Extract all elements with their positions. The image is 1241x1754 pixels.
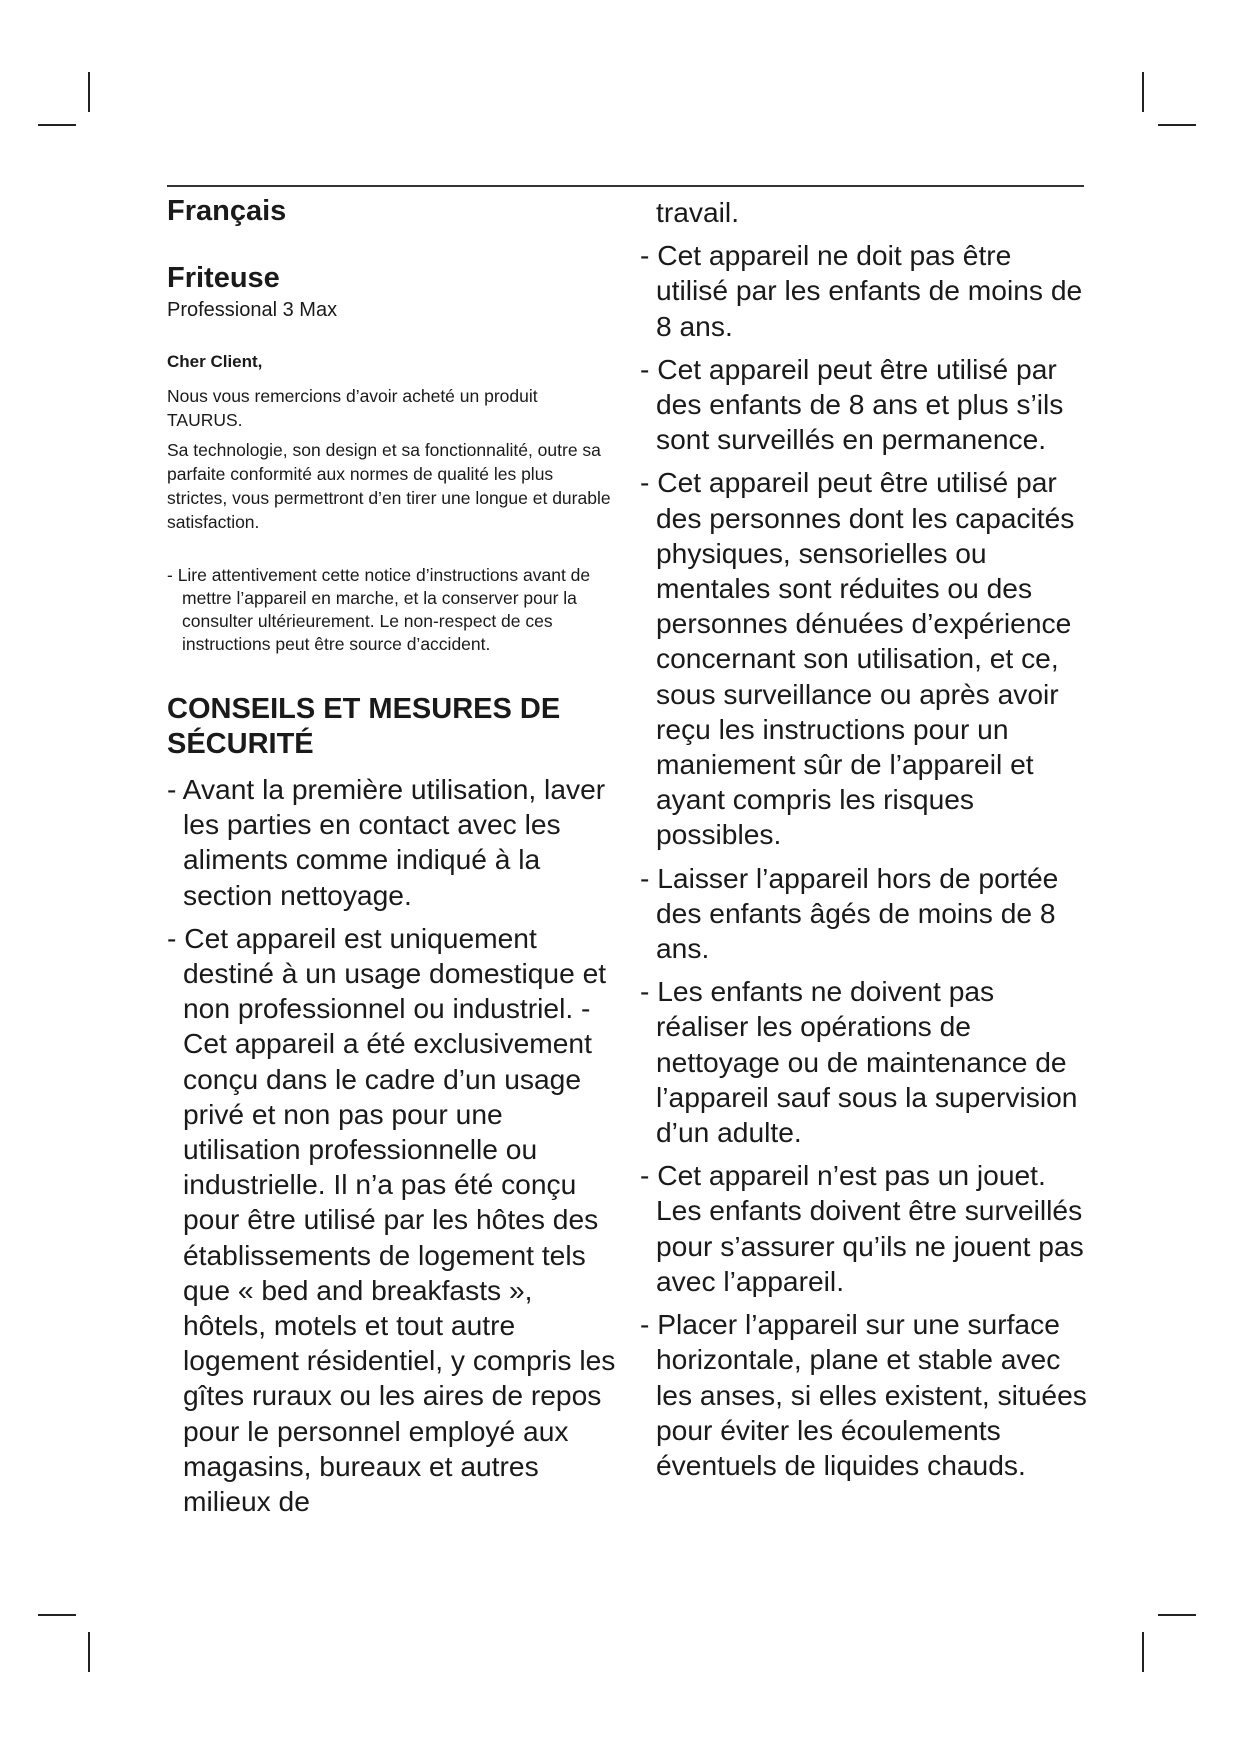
safety-item: - Cet appareil ne doit pas être utilisé par les enfants de moins de 8 ans. bbox=[640, 239, 1083, 342]
crop-mark-bottom-right-horizontal bbox=[1158, 1614, 1196, 1616]
crop-mark-top-right-vertical bbox=[1142, 72, 1144, 112]
crop-mark-bottom-right-vertical bbox=[1142, 1632, 1144, 1672]
safety-item: - Cet appareil peut être utilisé par des personnes dont les capacités physiques, sensorielles ou mentales sont réduites ou des personnes dénuées d’expérience concernant son utilisation, et ce, sous surveillance ou après avoir reçu les instructions pour un maniement sûr de l’appareil et ayant compris les risques possibles. bbox=[640, 466, 1075, 851]
safety-item: - Laisser l’appareil hors de portée des enfants âgés de moins de 8 ans. bbox=[640, 861, 1059, 965]
intro-paragraph: Nous vous remercions d’avoir acheté un produit TAURUS. bbox=[167, 386, 538, 430]
product-title: Friteuse bbox=[167, 262, 280, 294]
header-rule bbox=[167, 185, 1084, 187]
model-name: Professional 3 Max bbox=[167, 299, 338, 321]
safety-item: - Placer l’appareil sur une surface horizontale, plane et stable avec les anses, si elles existent, situées pour éviter les écoulements éventuels de liquides chauds. bbox=[640, 1308, 1087, 1481]
crop-mark-top-left-vertical bbox=[88, 72, 90, 112]
safety-section-title: CONSEILS ET MESURES DE SÉCURITÉ bbox=[167, 693, 561, 760]
safety-item: - Cet appareil n’est pas un jouet. Les enfants doivent être surveillés pour s’assurer qu’ils ne jouent pas avec l’appareil. bbox=[640, 1159, 1084, 1297]
salutation: Cher Client, bbox=[167, 352, 263, 371]
crop-mark-bottom-left-vertical bbox=[88, 1632, 90, 1672]
intro-paragraph: Sa technologie, son design et sa fonctionnalité, outre sa parfaite conformité aux normes de qualité les plus strictes, vous permettront d’en tirer une longue et durable satisfaction. bbox=[167, 440, 611, 532]
instructions-note: - Lire attentivement cette notice d’instructions avant de mettre l’appareil en marche, et la conserver pour la consulter ultérieurement. Le non-respect de ces instructions peut être source d’accident. bbox=[167, 565, 591, 654]
safety-item: - Cet appareil est uniquement destiné à un usage domestique et non professionnel ou industriel. - Cet appareil a été exclusivement conçu dans le cadre d’un usage privé et non pas pour une utilisation professionnelle ou industrielle. Il n’a pas été conçu pour être utilisé par les hôtes des établissements de logement tels que « bed and breakfasts », hôtels, motels et tout autre logement résidentiel, y compris les gîtes ruraux ou les aires de repos pour le personnel employé aux magasins, bureaux et autres milieux de bbox=[167, 921, 616, 1518]
safety-item: - Avant la première utilisation, laver les parties en contact avec les aliments comme indiqué à la section nettoyage. bbox=[167, 773, 606, 911]
language-heading: Français bbox=[167, 195, 287, 227]
left-column bbox=[167, 195, 617, 1527]
safety-item-continuation: travail. bbox=[656, 196, 740, 228]
crop-mark-top-left-horizontal bbox=[38, 124, 76, 126]
safety-item: - Les enfants ne doivent pas réaliser les opérations de nettoyage ou de maintenance de l’appareil sauf sous la supervision d’un adulte. bbox=[640, 975, 1078, 1149]
safety-item: - Cet appareil peut être utilisé par des enfants de 8 ans et plus s’ils sont surveillés en permanence. bbox=[640, 352, 1064, 456]
right-column bbox=[640, 195, 1090, 1491]
crop-mark-top-right-horizontal bbox=[1158, 124, 1196, 126]
crop-mark-bottom-left-horizontal bbox=[38, 1614, 76, 1616]
